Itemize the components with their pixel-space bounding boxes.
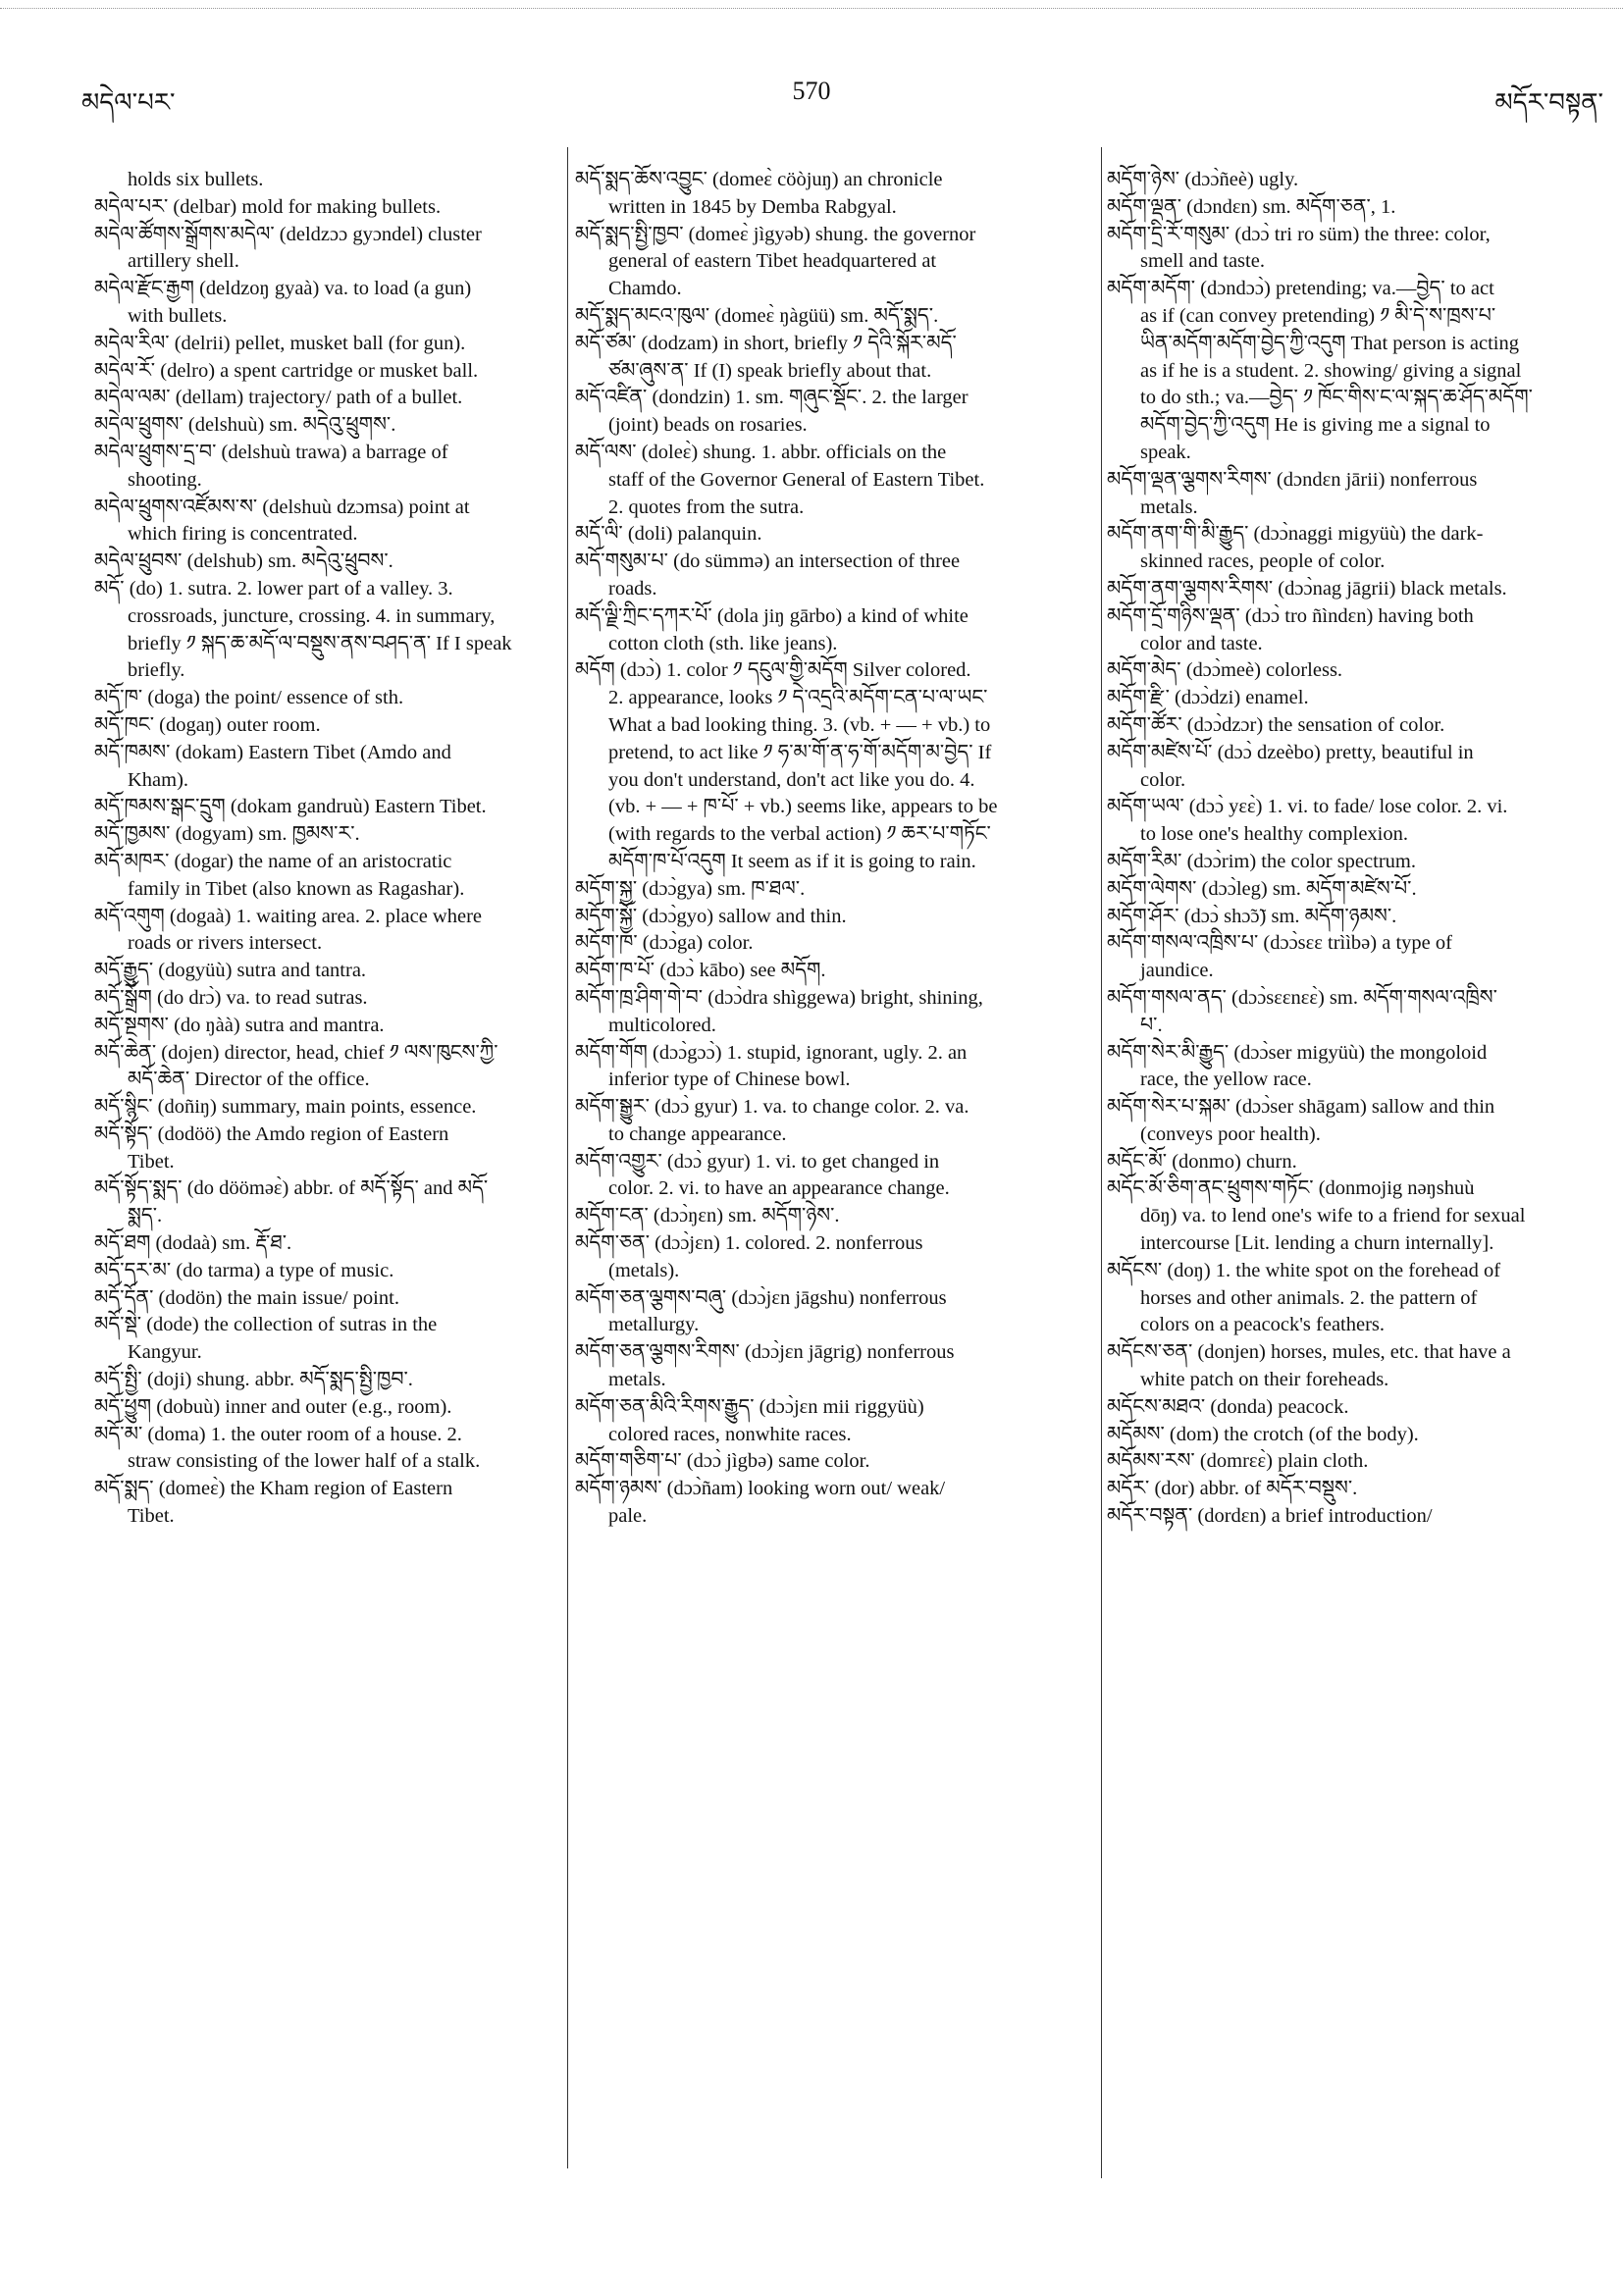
- entry-line: མདོ་ཐག (dodaà) sm. རྡོ་ཐ་.: [94, 1232, 292, 1255]
- entry-line: མདོག་ཅན་མིའི་རིགས་རྒྱུད་ (dɔɔ̀jɛn mii riggyüù): [575, 1395, 924, 1418]
- entry-line: པ་.: [1140, 1014, 1163, 1036]
- entry-line: to change appearance.: [608, 1122, 787, 1145]
- entry-line: མདོག་ངན་ (dɔɔ̀ŋɛn) sm. མདོག་ཉེས་.: [575, 1205, 840, 1227]
- entry-line: མདོག་དྲོ་གཉིས་ལྡན་ (dɔɔ̀ tro ñìndɛn) having both: [1107, 604, 1474, 627]
- entry-line: 2. quotes from the sutra.: [608, 496, 805, 518]
- entry-line: སྨད་.: [128, 1205, 163, 1227]
- entry-line: family in Tibet (also known as Ragashar).: [128, 877, 465, 900]
- entry-line: as if he is a student. 2. showing/ giving a signal: [1140, 359, 1522, 382]
- entry-line: མདོ་སྨད་ (domeɛ̀) the Kham region of Eastern: [94, 1478, 453, 1500]
- entry-line: མདེལ་རྫོང་རྒྱག (deldzoŋ gyaà) va. to load (a gun): [94, 278, 472, 300]
- entry-line: མདོག་མདོག་ (dɔndɔɔ̀) pretending; va.—བྱེད་ to act: [1107, 278, 1494, 300]
- entry-line: (vb. + — + ཁ་པོ་ + vb.) seems like, appears to be: [608, 796, 998, 818]
- entry-line: མདོང་མོ་ཅིག་ནང་ཕྲུགས་གཏོང་ (donmojig nəŋshuù: [1107, 1177, 1475, 1200]
- entry-line: མདེལ་ཕྲུགས་ (delshuù) sm. མདེའུ་ཕྲུགས་.: [94, 414, 396, 437]
- entry-line: (with regards to the verbal action) ༡ ཆར་པ་གཏོང་: [608, 823, 991, 846]
- entry-line: metals.: [1140, 496, 1198, 518]
- entry-line: མདོག་ཚོར་ (dɔɔ̀dzɔr) the sensation of color.: [1107, 713, 1445, 736]
- entry-line: མདོ་གསུམ་པ་ (do sümmə) an intersection of three: [575, 550, 961, 573]
- entry-line: མདེལ་ཕྲུགས་དྲ་བ་ (delshuù trawa) a barrage of: [94, 441, 448, 463]
- entry-line: with bullets.: [128, 304, 228, 327]
- entry-line: མདོག་ཉམས་ (dɔɔ̀ñam) looking worn out/ weak/: [575, 1478, 946, 1500]
- entry-line: མདོར་ (dor) abbr. of མདོར་བསྡུས་.: [1107, 1478, 1358, 1500]
- entry-line: holds six bullets.: [128, 169, 264, 190]
- entry-line: མདོ་སྒྲོག (do drɔ̀) va. to read sutras.: [94, 986, 368, 1009]
- entry-line: general of eastern Tibet headquartered at: [608, 250, 937, 273]
- entry-line: མདོག་ལེགས་ (dɔɔ̀leg) sm. མདོག་མཛེས་པོ་.: [1107, 877, 1417, 900]
- entry-line: མདོ་ཁམས་སྒང་དྲུག (dokam gandruù) Eastern Tibet.: [94, 796, 487, 818]
- entry-line: མདོ་སྤྱི་ (doji) shung. abbr. མདོ་སྨད་སྤྱི་ཁྱབ་.: [94, 1369, 413, 1391]
- entry-line: མདོག་མཛེས་པོ་ (dɔɔ̀ dzeèbo) pretty, beautiful in: [1107, 741, 1474, 763]
- entry-line: མདོ་ལི་ (doli) palanquin.: [575, 523, 762, 546]
- entry-line: མདོག་ནག་ལྕགས་རིགས་ (dɔɔ̀nag jāgrii) black metals.: [1107, 577, 1507, 600]
- entry-line: མདོ་ལས་ (doleɛ̀) shung. 1. abbr. officials on the: [575, 441, 947, 463]
- entry-line: pale.: [608, 1505, 648, 1528]
- entry-line: crossroads, juncture, crossing. 4. in summary,: [128, 604, 496, 627]
- entry-line: dōŋ) va. to lend one's wife to a friend for sexual: [1140, 1205, 1526, 1227]
- entry-line: མདོ་རྒྱུད་ (dogyüù) sutra and tantra.: [94, 960, 367, 982]
- entry-line: མདོང་མོ་ (donmo) churn.: [1107, 1150, 1297, 1173]
- entry-line: མདེལ་ལམ་ (dellam) trajectory/ path of a bullet.: [94, 387, 463, 409]
- entry-line: མདོག (dɔɔ̀) 1. color ༡ དངུལ་གྱི་མདོག Silver colored.: [575, 659, 971, 682]
- entry-line: མདོ་ཆེན་ (dojen) director, head, chief ༡ ལས་ཁུངས་ཀྱི་: [94, 1041, 498, 1064]
- entry-line: མདེལ་རོ་ (delro) a spent cartridge or musket ball.: [94, 359, 479, 382]
- entry-line: མདོག་ལྡན་ལྕགས་རིགས་ (dɔndɛn jārii) nonferrous: [1107, 468, 1478, 491]
- entry-line: Chamdo.: [608, 278, 682, 300]
- dictionary-column-2: [575, 167, 1056, 1531]
- entry-line: color.: [1140, 768, 1186, 791]
- entry-line: race, the yellow race.: [1140, 1069, 1312, 1091]
- entry-line: མདེལ་ཕྲུབས་ (delshub) sm. མདེའུ་ཕྲུབས་.: [94, 550, 393, 573]
- entry-line: མདོ་འགུག (dogaà) 1. waiting area. 2. place where: [94, 905, 483, 927]
- entry-line: to do sth.; va.—བྱེད་ ༡ ཁོང་གིས་ང་ལ་སྐད་ཆ་ཤོད་མདོག་: [1140, 387, 1533, 409]
- entry-line: མདོག་གོག (dɔɔ̀gɔɔ̀) 1. stupid, ignorant, ugly. 2. an: [575, 1041, 968, 1064]
- entry-line: མདོག་ཁྲ་ཤིག་གེ་བ་ (dɔɔ̀dra shìggewa) bright, shining,: [575, 986, 983, 1009]
- entry-line: horses and other animals. 2. the pattern of: [1140, 1286, 1478, 1309]
- entry-line: མདོག་ཅན་ལྕགས་བཞུ་ (dɔɔ̀jɛn jāgshu) nonferrous: [575, 1286, 947, 1309]
- entry-line: speak.: [1140, 441, 1191, 463]
- entry-line: མདོག་གསལ་ནད་ (dɔɔ̀sɛɛnɛɛ̀) sm. མདོག་གསལ་འཁྲིས་: [1107, 986, 1497, 1009]
- entry-line: མདོ་སྔགས་ (do ŋàà) sutra and mantra.: [94, 1014, 385, 1036]
- entry-line: མདོག་ཤོར་ (dɔɔ̀ shɔ̃ɔ̃) sm. མདོག་ཉམས་.: [1107, 905, 1397, 927]
- entry-line: Tibet.: [128, 1150, 175, 1173]
- entry-line: roads or rivers intersect.: [128, 932, 323, 955]
- entry-line: མདེལ་ཕྲུགས་འཛོམས་ས་ (delshuù dzɔmsa) point at: [94, 496, 470, 518]
- entry-line: cotton cloth (sth. like jeans).: [608, 632, 838, 654]
- entry-line: staff of the Governor General of Eastern Tibet.: [608, 468, 985, 491]
- entry-line: མདེལ་པར་ (delbar) mold for making bullets.: [94, 195, 442, 218]
- entry-line: མདོ་ཕྱུག (dobuù) inner and outer (e.g., room).: [94, 1395, 452, 1418]
- entry-line: མདོག་ཅན་ལྕགས་རིགས་ (dɔɔ̀jɛn jāgrig) nonferrous: [575, 1341, 955, 1364]
- top-scan-edge: [0, 8, 1623, 11]
- entry-line: briefly.: [128, 659, 185, 682]
- entry-line: མདོག་སྐྱ་ (dɔɔ̀gya) sm. ཁ་ཐལ་.: [575, 877, 806, 900]
- entry-line: ཡིན་མདོག་མདོག་བྱེད་ཀྱི་འདུག That person is acting: [1140, 332, 1519, 354]
- entry-line: མདོག་ནག་གི་མི་རྒྱུད་ (dɔɔ̀naggi migyüù) the dark-: [1107, 523, 1484, 546]
- entry-line: straw consisting of the lower half of a stalk.: [128, 1450, 481, 1473]
- entry-line: Tibet.: [128, 1505, 175, 1528]
- entry-line: shooting.: [128, 468, 202, 491]
- entry-line: jaundice.: [1140, 960, 1214, 982]
- entry-line: མདོག་ཁ་པོ་འདུག It seem as if it is going to rain.: [608, 850, 976, 872]
- entry-line: colors on a peacock's feathers.: [1140, 1314, 1386, 1336]
- entry-line: intercourse [Lit. lending a churn internally].: [1140, 1232, 1494, 1255]
- entry-line: མདོག་ལྡན་ (dɔndɛn) sm. མདོག་ཅན་, 1.: [1107, 195, 1396, 218]
- entry-line: མདོག་རྫི་ (dɔɔ̀dzi) enamel.: [1107, 687, 1309, 709]
- header-left-term: མདེལ་པར་: [81, 88, 176, 117]
- dictionary-column-1: [94, 167, 575, 1531]
- entry-line: མདོམས་རས་ (domrɛɛ̀) plain cloth.: [1107, 1450, 1369, 1473]
- entry-line: མདོག་སྐྱོ་ (dɔɔ̀gyo) sallow and thin.: [575, 905, 847, 927]
- entry-line: Kham).: [128, 768, 189, 791]
- column-divider: [1101, 147, 1102, 2178]
- entry-line: མདོ་སྡེ་ (dode) the collection of sutras in the: [94, 1314, 438, 1336]
- entry-line: color and taste.: [1140, 632, 1263, 654]
- entry-line: (metals).: [608, 1259, 680, 1281]
- entry-line: མདོ་ (do) 1. sutra. 2. lower part of a valley. 3.: [94, 577, 453, 600]
- dictionary-column-3: [1107, 167, 1607, 1531]
- entry-line: མདོ་འཛིན་ (dondzin) 1. sm. གཞུང་སྡོང་. 2. the larger: [575, 387, 969, 409]
- entry-line: མདོ་སྟོད་ (dodöö) the Amdo region of Eastern: [94, 1122, 449, 1145]
- entry-line: མདོ་མ་ (doma) 1. the outer room of a house. 2.: [94, 1423, 462, 1445]
- entry-line: 2. appearance, looks ༡ དེ་འདྲའི་མདོག་ངན་པ་ལ་ཡང་: [608, 687, 988, 709]
- entry-line: མདོ་དར་མ་ (do tarma) a type of music.: [94, 1259, 394, 1281]
- entry-line: མདེལ་རིལ་ (delrii) pellet, musket ball (for gun).: [94, 332, 466, 354]
- entry-line: written in 1845 by Demba Rabgyal.: [608, 195, 897, 218]
- entry-line: མདོ་ཆེན་ Director of the office.: [128, 1069, 370, 1091]
- entry-line: མདོག་སྒྱུར་ (dɔɔ̀ gyur) 1. va. to change color. 2. va.: [575, 1096, 969, 1119]
- entry-line: མདོག་དྲི་རོ་གསུམ་ (dɔɔ̀ tri ro süm) the three: color,: [1107, 223, 1491, 245]
- entry-line: མདོངས་ཅན་ (donjen) horses, mules, etc. that have a: [1107, 1341, 1511, 1364]
- entry-line: metals.: [608, 1369, 666, 1391]
- entry-line: མདོར་བསྟན་ (dordɛn) a brief introduction/: [1107, 1505, 1433, 1528]
- entry-line: མདོམས་ (dom) the crotch (of the body).: [1107, 1423, 1419, 1445]
- entry-line: མདོག་མེད་ (dɔɔ̀meè) colorless.: [1107, 659, 1343, 682]
- entry-line: མདོ་ཁམས་ (dokam) Eastern Tibet (Amdo and: [94, 741, 451, 763]
- entry-line: མདོ་ཁང་ (dogaŋ) outer room.: [94, 713, 321, 736]
- entry-line: pretend, to act like ༡ ཧ་མ་གོ་ན་ཧ་གོ་མདོག་མ་བྱེད་ If: [608, 741, 992, 763]
- entry-line: མདོག་ཡལ་ (dɔɔ̀ yɛɛ̀) 1. vi. to fade/ lose color. 2. vi.: [1107, 796, 1508, 818]
- entry-line: as if (can convey pretending) ༡ མི་དེ་ས་ཁྲས་པ་: [1140, 304, 1496, 327]
- entry-line: smell and taste.: [1140, 250, 1265, 273]
- entry-line: མདོ་ཁ་ (doga) the point/ essence of sth.: [94, 687, 404, 709]
- entry-line: མདོ་སྨད་ཆོས་འབྱུང་ (domeɛ̀ cöòjuŋ) an chronicle: [575, 169, 943, 190]
- entry-line: Kangyur.: [128, 1341, 202, 1364]
- entry-line: མདོག་ཅན་ (dɔɔ̀jɛn) 1. colored. 2. nonferrous: [575, 1232, 923, 1255]
- entry-line: (joint) beads on rosaries.: [608, 414, 808, 437]
- header-right-term: མདོར་བསྟན་: [1494, 88, 1603, 117]
- entry-line: མདོག་སེར་མི་རྒྱུད་ (dɔɔ̀ser migyüù) the mongoloid: [1107, 1041, 1488, 1064]
- entry-line: colored races, nonwhite races.: [608, 1423, 852, 1445]
- entry-line: མདོ་སྨད་མངའ་ཁུལ་ (domeɛ̀ ŋàgüü) sm. མདོ་སྨད་.: [575, 304, 939, 327]
- page-number: 570: [792, 77, 831, 105]
- entry-line: མདོག་གསལ་འཁྲིས་པ་ (dɔɔ̀sɛɛ trììbə) a type of: [1107, 932, 1452, 955]
- entry-line: metallurgy.: [608, 1314, 700, 1336]
- entry-line: (conveys poor health).: [1140, 1122, 1321, 1145]
- entry-line: which firing is concentrated.: [128, 523, 358, 546]
- entry-line: མདེལ་ཚོགས་སྒྲོགས་མདེལ་ (deldzɔɔ gyɔndel) cluster: [94, 223, 482, 245]
- entry-line: skinned races, people of color.: [1140, 550, 1386, 573]
- entry-line: མདོ་ལྗི་ཀྲིང་དཀར་པོ་ (dola jiŋ gārbo) a kind of white: [575, 604, 969, 627]
- entry-line: མདོག་རིམ་ (dɔɔ̀rim) the color spectrum.: [1107, 850, 1416, 872]
- entry-line: མདོག་གཅིག་པ་ (dɔɔ̀ jìgbə) same color.: [575, 1450, 870, 1473]
- entry-line: མདོག་ཉེས་ (dɔɔ̀ñeè) ugly.: [1107, 169, 1299, 190]
- entry-line: མདོག་ཁ་ (dɔɔ̀ga) color.: [575, 932, 754, 955]
- entry-line: མདོ་ཁྱམས་ (dogyam) sm. ཁྱམས་ར་.: [94, 823, 360, 846]
- entry-line: ཙམ་ཞུས་ན་ If (I) speak briefly about that.: [608, 359, 932, 382]
- entry-line: མདོངས་མཐའ་ (donda) peacock.: [1107, 1395, 1349, 1418]
- entry-line: མདོ་མཁར་ (dogar) the name of an aristocratic: [94, 850, 452, 872]
- entry-line: What a bad looking thing. 3. (vb. + — + vb.) to: [608, 713, 991, 736]
- entry-line: མདོག་ཁ་པོ་ (dɔɔ̀ kābo) see མདོག.: [575, 960, 826, 982]
- entry-line: inferior type of Chinese bowl.: [608, 1069, 851, 1091]
- entry-line: you don't understand, don't act like you do. 4.: [608, 768, 975, 791]
- entry-line: མདོངས་ (doŋ) 1. the white spot on the forehead of: [1107, 1259, 1501, 1281]
- entry-line: མདོག་སེར་པ་སྐམ་ (dɔɔ̀ser shāgam) sallow and thin: [1107, 1096, 1495, 1119]
- entry-line: to lose one's healthy complexion.: [1140, 823, 1408, 846]
- entry-line: མདོ་སྙིང་ (doñiŋ) summary, main points, essence.: [94, 1096, 477, 1119]
- entry-line: མདོག་བྱེད་ཀྱི་འདུག He is giving me a signal to: [1140, 414, 1491, 437]
- entry-line: མདོ་དོན་ (dodön) the main issue/ point.: [94, 1286, 399, 1309]
- entry-line: མདོ་ཙམ་ (dodzam) in short, briefly ༡ དེའི་སྐོར་མདོ་: [575, 332, 957, 354]
- entry-line: artillery shell.: [128, 250, 239, 273]
- entry-line: མདོ་སྟོད་སྨད་ (do dööməɛ̀) abbr. of མདོ་སྟོད་ and མདོ་: [94, 1177, 489, 1200]
- entry-line: multicolored.: [608, 1014, 716, 1036]
- entry-line: white patch on their foreheads.: [1140, 1369, 1389, 1391]
- entry-line: roads.: [608, 577, 657, 600]
- entry-line: མདོག་འགྱུར་ (dɔɔ̀ gyur) 1. vi. to get changed in: [575, 1150, 940, 1173]
- entry-line: མདོ་སྨད་སྤྱི་ཁྱབ་ (domeɛ̀ jìgyəb) shung. the governor: [575, 223, 976, 245]
- entry-line: color. 2. vi. to have an appearance change.: [608, 1177, 950, 1200]
- entry-line: briefly ༡ སྐད་ཆ་མདོ་ལ་བསྡུས་ནས་བཤད་ན་ If I speak: [128, 632, 512, 654]
